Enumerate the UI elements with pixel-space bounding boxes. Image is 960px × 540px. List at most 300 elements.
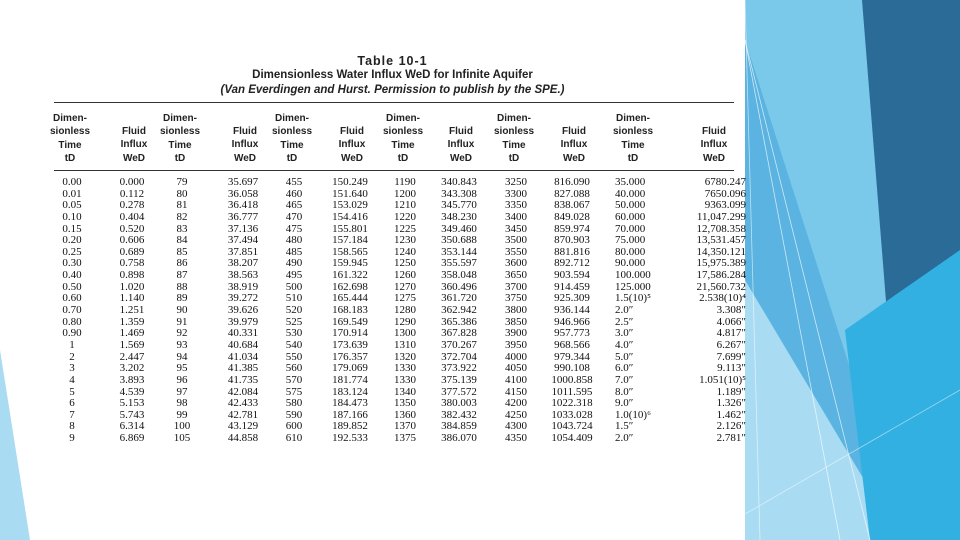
- influx-cell: 925.309: [554, 292, 590, 305]
- influx-cell: 38.919: [227, 280, 259, 293]
- influx-cell: 343.308: [441, 187, 477, 200]
- influx-cell: 42.084: [227, 385, 259, 398]
- influx-header-line: WeD: [702, 152, 726, 164]
- influx-header-line: WeD: [233, 152, 257, 164]
- influx-cell: 1000.858: [551, 373, 593, 386]
- time-header-line: Dimen-: [497, 113, 531, 124]
- influx-cell: 41.385: [227, 362, 259, 375]
- influx-cell: 979.344: [554, 350, 590, 363]
- time-cell: 4150: [505, 385, 527, 398]
- influx-cell: 1.326″: [716, 397, 746, 410]
- influx-cell: 187.166: [332, 408, 368, 421]
- time-column: [52, 177, 92, 445]
- time-cell: 490: [285, 257, 303, 270]
- time-cell: 3300: [505, 187, 527, 200]
- influx-cell: 6.267″: [716, 338, 746, 351]
- time-header-line: tD: [397, 152, 409, 164]
- influx-cell: 40.331: [227, 327, 259, 340]
- influx-cell: 377.572: [441, 385, 477, 398]
- time-cell: 0.00: [62, 176, 82, 188]
- influx-cell: 838.067: [554, 199, 590, 212]
- influx-column: [431, 177, 487, 445]
- time-header-line: Time: [621, 139, 645, 151]
- time-cell: 4000: [505, 350, 527, 363]
- influx-cell: 15,975.389: [696, 257, 746, 270]
- time-cell: 2.5″: [615, 315, 634, 328]
- time-cell: 84: [176, 234, 188, 247]
- time-cell: 1340: [394, 385, 416, 398]
- time-cell: 100.000: [615, 269, 651, 282]
- time-cell: 7: [69, 408, 75, 421]
- influx-cell: 1.469: [119, 327, 145, 340]
- influx-cell: 12,708.358: [696, 222, 746, 235]
- influx-cell: 158.565: [332, 245, 368, 258]
- influx-cell: 2.781″: [716, 432, 746, 445]
- time-cell: 82: [176, 210, 188, 223]
- time-cell: 95: [176, 362, 188, 375]
- influx-cell: 3.893: [119, 373, 145, 386]
- time-cell: 510: [285, 292, 303, 305]
- influx-cell: 39.626: [227, 304, 259, 317]
- influx-header-line: WeD: [449, 152, 473, 164]
- influx-cell: 37.494: [227, 234, 259, 247]
- time-cell: 3350: [505, 199, 527, 212]
- time-cell: 485: [285, 245, 303, 258]
- influx-cell: 892.712: [554, 257, 590, 270]
- influx-cell: 2.538(10)⁴: [699, 292, 746, 305]
- influx-cell: 375.139: [441, 373, 477, 386]
- time-cell: 0.05: [62, 199, 82, 212]
- time-cell: 75.000: [615, 234, 646, 247]
- influx-cell: 37.851: [227, 245, 259, 258]
- time-cell: 1375: [394, 432, 416, 445]
- time-cell: 4200: [505, 397, 527, 410]
- time-cell: 3450: [505, 222, 527, 235]
- time-cell: 1220: [394, 210, 416, 223]
- influx-cell: 5.743: [119, 408, 145, 421]
- influx-cell: 36.777: [227, 210, 259, 223]
- influx-cell: 13,531.457: [696, 234, 746, 247]
- influx-cell: 14,350.121: [696, 245, 746, 258]
- table-subtitle: Dimensionless Water Influx WeD for Infinite Aquifer: [252, 69, 533, 81]
- time-cell: 1370: [394, 420, 416, 433]
- influx-cell: 153.029: [332, 199, 368, 212]
- influx-cell: 384.859: [441, 420, 477, 433]
- time-cell: 125.000: [615, 280, 651, 293]
- time-cell: 80.000: [615, 245, 646, 258]
- time-cell: 0.25: [62, 245, 82, 258]
- time-cell: 91: [176, 315, 188, 328]
- influx-cell: 169.549: [332, 315, 368, 328]
- time-cell: 480: [285, 234, 303, 247]
- influx-cell: 1.359: [119, 315, 145, 328]
- time-cell: 86: [176, 257, 188, 270]
- time-header: [603, 112, 663, 165]
- time-cell: 0.15: [62, 222, 82, 235]
- influx-cell: 44.858: [227, 432, 259, 445]
- influx-cell: 1011.595: [551, 385, 593, 398]
- time-cell: 7.0″: [615, 373, 634, 386]
- time-cell: 0.40: [62, 269, 82, 282]
- time-cell: 9.0″: [615, 397, 634, 410]
- influx-cell: 151.640: [332, 187, 368, 200]
- time-cell: 495: [285, 269, 303, 282]
- time-cell: 4250: [505, 408, 527, 421]
- time-cell: 6.0″: [615, 362, 634, 375]
- time-cell: 3.0″: [615, 327, 634, 340]
- time-header-line: Time: [280, 139, 304, 151]
- time-cell: 90.000: [615, 257, 646, 270]
- time-header-line: sionless: [612, 126, 654, 138]
- table-source: (Van Everdingen and Hurst. Permission to publish by the SPE.): [220, 84, 565, 96]
- influx-cell: 157.184: [332, 234, 368, 247]
- influx-cell: 946.966: [554, 315, 590, 328]
- influx-cell: 349.460: [441, 222, 477, 235]
- time-cell: 50.000: [615, 199, 646, 212]
- influx-header-line: Influx: [447, 139, 475, 151]
- time-cell: 5: [69, 385, 75, 398]
- time-cell: 4300: [505, 420, 527, 433]
- influx-cell: 859.974: [554, 222, 590, 235]
- time-cell: 1300: [394, 327, 416, 340]
- time-cell: 88: [176, 280, 188, 293]
- time-cell: 99: [176, 408, 188, 421]
- time-cell: 2.0″: [615, 304, 634, 317]
- time-cell: 4: [69, 373, 75, 386]
- time-cell: 3: [69, 362, 75, 375]
- time-cell: 1190: [394, 176, 416, 188]
- bg-left-sliver: [0, 350, 30, 540]
- time-cell: 0.90: [62, 327, 82, 340]
- influx-cell: 39.979: [227, 315, 259, 328]
- influx-header-line: Influx: [338, 139, 366, 151]
- time-cell: 1360: [394, 408, 416, 421]
- time-cell: 0.30: [62, 257, 82, 270]
- influx-cell: 1043.724: [551, 420, 593, 433]
- influx-cell: 849.028: [554, 210, 590, 223]
- influx-cell: 0.000: [119, 176, 145, 188]
- influx-cell: 36.058: [227, 187, 259, 200]
- time-cell: 79: [176, 176, 188, 188]
- influx-cell: 6.869: [119, 432, 145, 445]
- time-cell: 1: [69, 338, 75, 351]
- influx-cell: 2.126″: [716, 420, 746, 433]
- time-cell: 81: [176, 199, 188, 212]
- influx-cell: 816.090: [554, 176, 590, 188]
- time-cell: 0.80: [62, 315, 82, 328]
- influx-cell: 6780.247: [704, 176, 746, 188]
- time-cell: 6: [69, 397, 75, 410]
- influx-cell: 0.278: [119, 199, 145, 212]
- time-cell: 60.000: [615, 210, 646, 223]
- time-cell: 80: [176, 187, 188, 200]
- time-cell: 590: [285, 408, 303, 421]
- time-header-line: Dimen-: [386, 113, 420, 124]
- time-cell: 0.70: [62, 304, 82, 317]
- time-cell: 1310: [394, 338, 416, 351]
- influx-cell: 6.314: [119, 420, 145, 433]
- influx-cell: 1.569: [119, 338, 145, 351]
- time-cell: 100: [173, 420, 191, 433]
- time-header-line: sionless: [493, 126, 535, 138]
- influx-header-line: Fluid: [233, 126, 257, 137]
- time-cell: 9: [69, 432, 75, 445]
- time-cell: 3500: [505, 234, 527, 247]
- time-header-line: Dimen-: [275, 113, 309, 124]
- time-cell: 1230: [394, 234, 416, 247]
- influx-cell: 150.249: [332, 176, 368, 188]
- time-header-line: Time: [168, 139, 192, 151]
- influx-column: [215, 177, 271, 445]
- influx-cell: 183.124: [332, 385, 368, 398]
- influx-cell: 17,586.284: [696, 269, 746, 282]
- time-cell: 500: [285, 280, 303, 293]
- top-rule: [54, 102, 734, 103]
- influx-cell: 348.230: [441, 210, 477, 223]
- time-cell: 540: [285, 338, 303, 351]
- time-cell: 465: [285, 199, 303, 212]
- influx-cell: 159.945: [332, 257, 368, 270]
- time-cell: 3900: [505, 327, 527, 340]
- influx-cell: 380.003: [441, 397, 477, 410]
- time-cell: 4100: [505, 373, 527, 386]
- influx-header-line: Fluid: [562, 126, 586, 137]
- influx-cell: 0.898: [119, 269, 145, 282]
- time-cell: 1350: [394, 397, 416, 410]
- influx-column: [322, 177, 378, 445]
- time-cell: 1225: [394, 222, 416, 235]
- influx-cell: 11,047.299: [696, 210, 746, 223]
- time-cell: 1330: [394, 373, 416, 386]
- time-cell: 0.01: [62, 187, 82, 200]
- time-cell: 1330: [394, 362, 416, 375]
- influx-cell: 1.020: [119, 280, 145, 293]
- time-cell: 85: [176, 245, 188, 258]
- time-cell: 87: [176, 269, 188, 282]
- time-cell: 96: [176, 373, 188, 386]
- influx-header: [544, 125, 604, 165]
- influx-cell: 35.697: [227, 176, 259, 188]
- influx-cell: 382.432: [441, 408, 477, 421]
- influx-cell: 154.416: [332, 210, 368, 223]
- influx-cell: 36.418: [227, 199, 259, 212]
- time-cell: 1320: [394, 350, 416, 363]
- time-header-line: tD: [64, 152, 76, 164]
- influx-cell: 340.843: [441, 176, 477, 188]
- influx-cell: 40.684: [227, 338, 259, 351]
- time-header-line: sionless: [271, 126, 313, 138]
- time-cell: 575: [285, 385, 303, 398]
- time-cell: 3700: [505, 280, 527, 293]
- time-header-line: Time: [502, 139, 526, 151]
- time-cell: 3800: [505, 304, 527, 317]
- influx-header-line: Influx: [231, 139, 259, 151]
- time-cell: 475: [285, 222, 303, 235]
- influx-cell: 184.473: [332, 397, 368, 410]
- time-cell: 83: [176, 222, 188, 235]
- influx-cell: 170.914: [332, 327, 368, 340]
- influx-cell: 161.322: [332, 269, 368, 282]
- time-cell: 94: [176, 350, 188, 363]
- influx-header-line: Influx: [700, 139, 728, 151]
- time-cell: 3750: [505, 292, 527, 305]
- time-cell: 1270: [394, 280, 416, 293]
- time-column: [615, 177, 655, 445]
- time-cell: 1290: [394, 315, 416, 328]
- time-cell: 1250: [394, 257, 416, 270]
- time-cell: 93: [176, 338, 188, 351]
- influx-header-line: Influx: [560, 139, 588, 151]
- time-cell: 1200: [394, 187, 416, 200]
- influx-column: [544, 177, 600, 445]
- influx-cell: 168.183: [332, 304, 368, 317]
- influx-cell: 1054.409: [551, 432, 593, 445]
- time-cell: 90: [176, 304, 188, 317]
- time-cell: 1260: [394, 269, 416, 282]
- time-cell: 470: [285, 210, 303, 223]
- influx-cell: 914.459: [554, 280, 590, 293]
- influx-cell: 936.144: [554, 304, 590, 317]
- influx-cell: 358.048: [441, 269, 477, 282]
- influx-cell: 350.688: [441, 234, 477, 247]
- influx-cell: 365.386: [441, 315, 477, 328]
- influx-cell: 42.433: [227, 397, 259, 410]
- influx-cell: 0.689: [119, 245, 145, 258]
- influx-cell: 4.066″: [716, 315, 746, 328]
- influx-header-line: Influx: [120, 139, 148, 151]
- influx-cell: 38.207: [227, 257, 259, 270]
- influx-header-line: WeD: [122, 152, 146, 164]
- time-cell: 520: [285, 304, 303, 317]
- influx-cell: 42.781: [227, 408, 259, 421]
- influx-cell: 881.816: [554, 245, 590, 258]
- time-cell: 40.000: [615, 187, 646, 200]
- influx-cell: 38.563: [227, 269, 259, 282]
- time-cell: 3400: [505, 210, 527, 223]
- time-cell: 580: [285, 397, 303, 410]
- influx-cell: 192.533: [332, 432, 368, 445]
- time-cell: 1.5″: [615, 420, 634, 433]
- influx-cell: 39.272: [227, 292, 259, 305]
- time-cell: 105: [173, 432, 191, 445]
- time-cell: 4050: [505, 362, 527, 375]
- influx-cell: 41.735: [227, 373, 259, 386]
- influx-cell: 37.136: [227, 222, 259, 235]
- influx-cell: 1.189″: [716, 385, 746, 398]
- time-header: [373, 112, 433, 165]
- time-cell: 610: [285, 432, 303, 445]
- influx-header-line: Fluid: [122, 126, 146, 137]
- influx-cell: 367.828: [441, 327, 477, 340]
- time-column: [162, 177, 202, 445]
- influx-cell: 0.404: [119, 210, 145, 223]
- influx-cell: 5.153: [119, 397, 145, 410]
- influx-cell: 21,560.732: [696, 280, 746, 293]
- time-header: [40, 112, 100, 165]
- time-cell: 3850: [505, 315, 527, 328]
- time-column: [274, 177, 314, 445]
- influx-cell: 1.140: [119, 292, 145, 305]
- influx-cell: 2.447: [119, 350, 145, 363]
- influx-header-line: Fluid: [702, 126, 726, 137]
- influx-cell: 4.817″: [716, 327, 746, 340]
- time-cell: 525: [285, 315, 303, 328]
- influx-cell: 370.267: [441, 338, 477, 351]
- time-column: [385, 177, 425, 445]
- time-cell: 70.000: [615, 222, 646, 235]
- time-cell: 8.0″: [615, 385, 634, 398]
- time-cell: 3650: [505, 269, 527, 282]
- time-cell: 3550: [505, 245, 527, 258]
- time-cell: 98: [176, 397, 188, 410]
- influx-cell: 1.251: [119, 304, 145, 317]
- influx-cell: 373.922: [441, 362, 477, 375]
- time-header-line: tD: [286, 152, 298, 164]
- time-cell: 97: [176, 385, 188, 398]
- time-header-line: Time: [58, 139, 82, 151]
- time-cell: 560: [285, 362, 303, 375]
- influx-column: [684, 177, 746, 445]
- time-cell: 1240: [394, 245, 416, 258]
- influx-cell: 162.698: [332, 280, 368, 293]
- influx-cell: 353.144: [441, 245, 477, 258]
- time-cell: 4350: [505, 432, 527, 445]
- influx-cell: 386.070: [441, 432, 477, 445]
- influx-cell: 355.597: [441, 257, 477, 270]
- influx-column: [104, 177, 160, 445]
- influx-header-line: WeD: [562, 152, 586, 164]
- influx-cell: 173.639: [332, 338, 368, 351]
- influx-cell: 372.704: [441, 350, 477, 363]
- influx-header: [431, 125, 491, 165]
- time-header-line: tD: [508, 152, 520, 164]
- influx-cell: 1.462″: [716, 408, 746, 421]
- time-cell: 0.10: [62, 210, 82, 223]
- influx-cell: 189.852: [332, 420, 368, 433]
- time-header-line: sionless: [49, 126, 91, 138]
- time-cell: 1.5(10)⁵: [615, 292, 651, 305]
- influx-cell: 0.606: [119, 234, 145, 247]
- influx-cell: 1.051(10)⁵: [699, 373, 746, 386]
- time-header-line: Dimen-: [53, 113, 87, 124]
- influx-cell: 4.539: [119, 385, 145, 398]
- influx-cell: 968.566: [554, 338, 590, 351]
- time-cell: 530: [285, 327, 303, 340]
- influx-header-line: Fluid: [449, 126, 473, 137]
- time-cell: 1275: [394, 292, 416, 305]
- influx-cell: 7650.096: [704, 187, 746, 200]
- influx-cell: 3.202: [119, 362, 145, 375]
- time-header: [484, 112, 544, 165]
- time-cell: 2.0″: [615, 432, 634, 445]
- time-cell: 0.60: [62, 292, 82, 305]
- influx-cell: 9363.099: [704, 199, 746, 212]
- time-header-line: tD: [627, 152, 639, 164]
- influx-cell: 957.773: [554, 327, 590, 340]
- time-cell: 8: [69, 420, 75, 433]
- influx-cell: 3.308″: [716, 304, 746, 317]
- time-cell: 3600: [505, 257, 527, 270]
- influx-cell: 362.942: [441, 304, 477, 317]
- influx-cell: 1033.028: [551, 408, 593, 421]
- influx-cell: 7.699″: [716, 350, 746, 363]
- influx-cell: 1022.318: [551, 397, 593, 410]
- influx-header-line: WeD: [340, 152, 364, 164]
- table-title: Table 10-1: [357, 54, 428, 68]
- time-cell: 5.0″: [615, 350, 634, 363]
- time-cell: 3950: [505, 338, 527, 351]
- influx-cell: 0.112: [119, 187, 145, 200]
